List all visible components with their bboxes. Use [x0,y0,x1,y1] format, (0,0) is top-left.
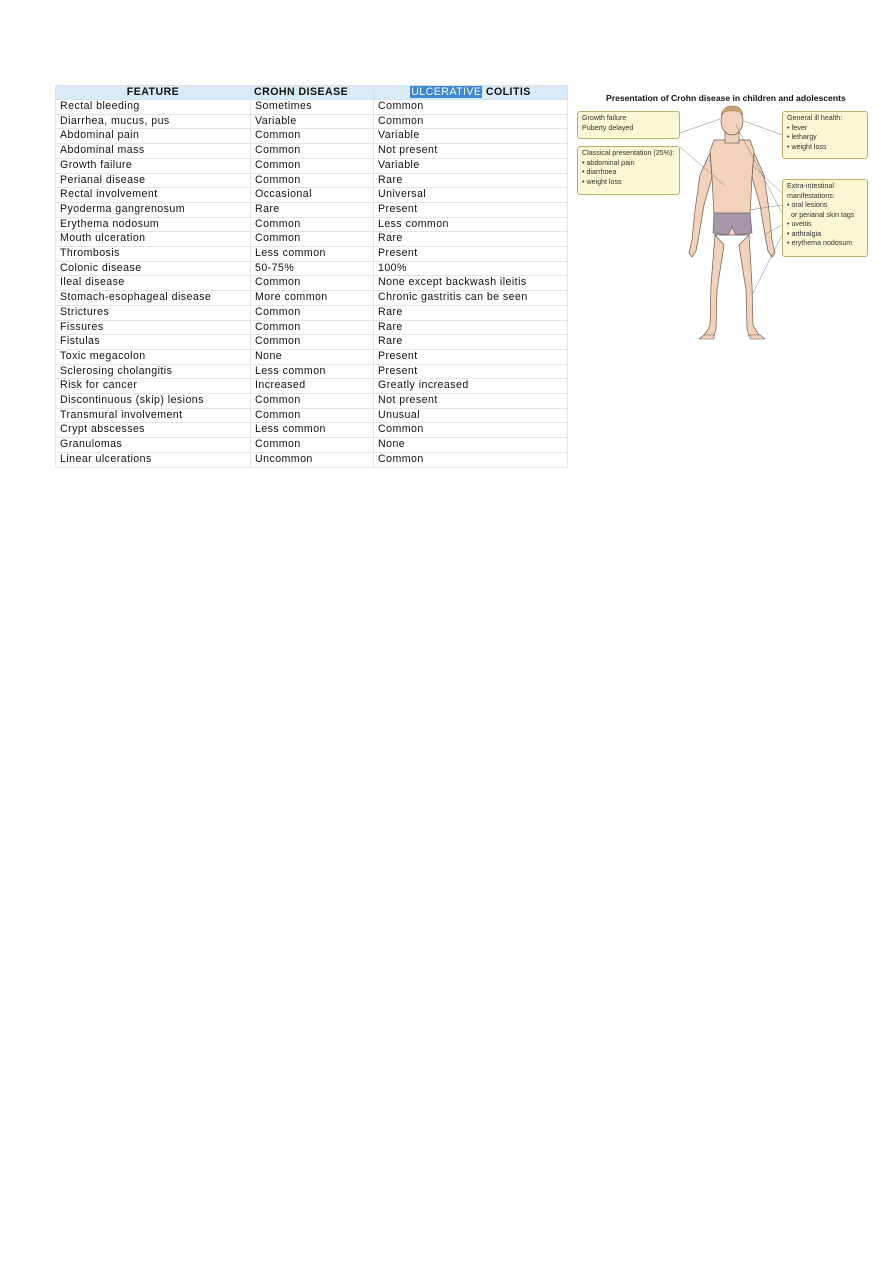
table-row [56,144,568,159]
cell-ulcerative-colitis: Common [374,452,568,467]
cell-ulcerative-colitis: Variable [374,129,568,144]
cell-crohn: Common [251,320,374,335]
cell-feature: Pyoderma gangrenosum [56,202,251,217]
cell-feature: Growth failure [56,158,251,173]
table-row [56,217,568,232]
table-row [56,438,568,453]
cell-feature: Linear ulcerations [56,452,251,467]
cell-crohn: Less common [251,423,374,438]
callout-line: • weight loss [787,142,827,151]
callout-line: Growth failure [582,114,627,122]
crohn-presentation-figure [574,85,874,347]
cell-crohn: Common [251,305,374,320]
cell-feature: Sclerosing cholangitis [56,364,251,379]
cell-ulcerative-colitis: Greatly increased [374,379,568,394]
cell-ulcerative-colitis: Not present [374,394,568,409]
cell-feature: Discontinuous (skip) lesions [56,394,251,409]
cell-feature: Abdominal pain [56,129,251,144]
callout-line: manifestations: [787,191,835,200]
callout-line: • arthralgia [787,229,822,238]
table-row [56,423,568,438]
table-row [56,364,568,379]
cell-feature: Colonic disease [56,261,251,276]
cell-crohn: Common [251,276,374,291]
cell-ulcerative-colitis: Not present [374,144,568,159]
table-row [56,114,568,129]
cell-crohn: Common [251,408,374,423]
table-row [56,188,568,203]
callout-line: • diarrhoea [582,168,617,176]
cell-crohn: Rare [251,202,374,217]
callout-line: • weight loss [582,177,622,186]
table-header-row [56,86,568,100]
cell-ulcerative-colitis: Present [374,364,568,379]
cell-feature: Toxic megacolon [56,349,251,364]
cell-ulcerative-colitis: Common [374,100,568,115]
cell-feature: Rectal bleeding [56,100,251,115]
table-row [56,202,568,217]
table-row [56,379,568,394]
cell-ulcerative-colitis: Less common [374,217,568,232]
cell-crohn: Occasional [251,188,374,203]
header-ulcerative-colitis [374,86,568,100]
table-row [56,247,568,262]
table-row [56,173,568,188]
header-highlight: ULCERATIVE [411,86,482,98]
callout-line: General ill health: [787,114,843,122]
cell-crohn: Less common [251,247,374,262]
cell-crohn: Common [251,217,374,232]
cell-ulcerative-colitis: Unusual [374,408,568,423]
cell-crohn: Common [251,144,374,159]
cell-ulcerative-colitis: Rare [374,305,568,320]
table-row [56,305,568,320]
cell-feature: Stomach-esophageal disease [56,291,251,306]
table-row [56,335,568,350]
callout-line: • fever [787,123,808,132]
callout-growth [577,111,680,139]
cell-feature: Mouth ulceration [56,232,251,247]
cell-crohn: Less common [251,364,374,379]
cell-feature: Diarrhea, mucus, pus [56,114,251,129]
cell-crohn: Sometimes [251,100,374,115]
cell-crohn: Uncommon [251,452,374,467]
cell-ulcerative-colitis: None except backwash ileitis [374,276,568,291]
callout-line: Puberty delayed [582,123,634,132]
callout-line: Classical presentation (25%): [582,149,675,157]
cell-ulcerative-colitis: Present [374,349,568,364]
callout-classical [577,146,680,195]
header-feature: FEATURE [56,86,251,100]
cell-ulcerative-colitis: Common [374,114,568,129]
cell-ulcerative-colitis: None [374,438,568,453]
cell-ulcerative-colitis: Rare [374,320,568,335]
table-row [56,452,568,467]
table-row [56,232,568,247]
cell-crohn: Common [251,129,374,144]
cell-crohn: More common [251,291,374,306]
cell-ulcerative-colitis: 100% [374,261,568,276]
cell-crohn: Variable [251,114,374,129]
cell-ulcerative-colitis: Rare [374,232,568,247]
cell-crohn: Common [251,232,374,247]
comparison-table [55,85,568,468]
callout-general [782,111,868,159]
cell-feature: Fissures [56,320,251,335]
cell-crohn: Common [251,173,374,188]
cell-crohn: Common [251,335,374,350]
callout-line: Extra-intestinal [787,182,834,190]
cell-feature: Erythema nodosum [56,217,251,232]
cell-feature: Rectal involvement [56,188,251,203]
cell-crohn: Increased [251,379,374,394]
cell-feature: Strictures [56,305,251,320]
callout-line: • lethargy [787,133,817,141]
callout-line: • uveitis [787,220,812,228]
table-row [56,320,568,335]
header-uc-rest: COLITIS [482,86,531,98]
cell-feature: Crypt abscesses [56,423,251,438]
cell-feature: Abdominal mass [56,144,251,159]
cell-ulcerative-colitis: Present [374,247,568,262]
cell-ulcerative-colitis: Present [374,202,568,217]
callout-extra-intestinal [782,179,868,257]
cell-ulcerative-colitis: Rare [374,173,568,188]
cell-ulcerative-colitis: Rare [374,335,568,350]
cell-feature: Risk for cancer [56,379,251,394]
cell-crohn: Common [251,438,374,453]
table-row [56,100,568,115]
header-crohn: CROHN DISEASE [251,86,374,100]
cell-ulcerative-colitis: Common [374,423,568,438]
cell-ulcerative-colitis: Variable [374,158,568,173]
cell-ulcerative-colitis: Chronic gastritis can be seen [374,291,568,306]
table-row [56,276,568,291]
cell-feature: Transmural involvement [56,408,251,423]
cell-crohn: Common [251,394,374,409]
cell-feature: Perianal disease [56,173,251,188]
cell-feature: Ileal disease [56,276,251,291]
callout-line: • oral lesions [787,201,828,209]
table-row [56,394,568,409]
cell-crohn: Common [251,158,374,173]
cell-ulcerative-colitis: Universal [374,188,568,203]
cell-feature: Thrombosis [56,247,251,262]
cell-feature: Granulomas [56,438,251,453]
table-row [56,158,568,173]
cell-crohn: 50-75% [251,261,374,276]
table-body [56,100,568,468]
cell-feature: Fistulas [56,335,251,350]
table-row [56,261,568,276]
cell-crohn: None [251,349,374,364]
callout-line: or perianal skin tags [787,210,855,219]
table-row [56,408,568,423]
figure-title: Presentation of Crohn disease in children and adolescents [606,93,846,103]
table-row [56,129,568,144]
callout-line: • abdominal pain [582,158,635,167]
table-row [56,349,568,364]
table-row [56,291,568,306]
callout-line: • erythema nodosum [787,239,853,247]
